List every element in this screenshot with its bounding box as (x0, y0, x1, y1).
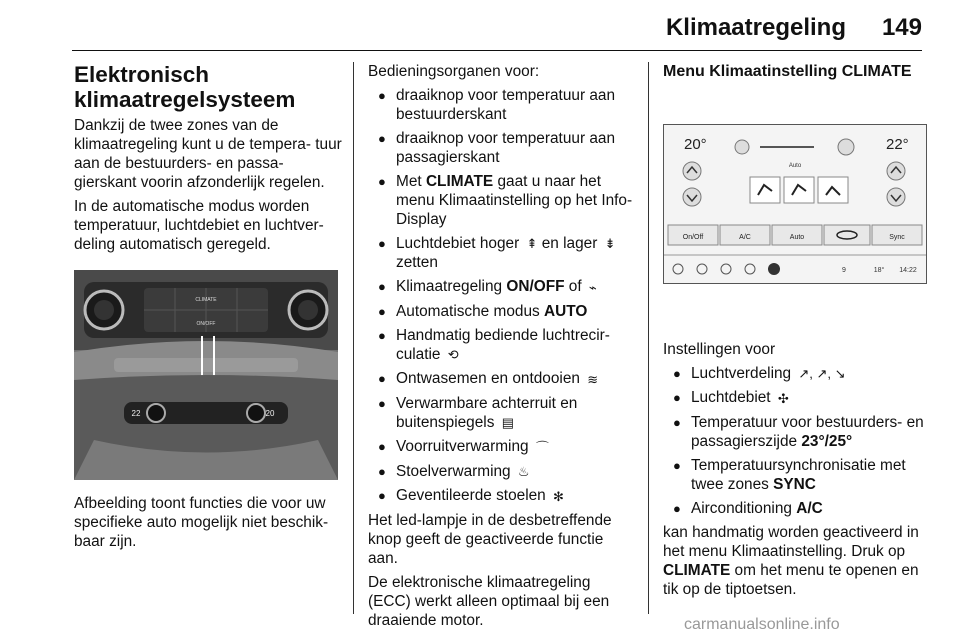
recirculation-icon: ⟲ (447, 347, 459, 363)
fan-down-icon: ⇟ (604, 236, 616, 252)
list-item: ● Verwarmbare achterruit en buitenspiegels ▤ (368, 394, 634, 432)
list-item: ● Klimaatregeling ON/OFF of ⌁ (368, 277, 634, 296)
column-divider-1 (353, 62, 354, 614)
list-item: ● Stoelverwarming ♨ (368, 462, 634, 481)
header-rule (72, 50, 922, 51)
page-header (72, 14, 922, 48)
list-item: ● Voorruitverwarming ⌒ (368, 437, 634, 456)
paragraph: Het led-lampje in de desbetreffende knop geeft de geactiveerde functie aan. (368, 511, 612, 567)
right-temp-label: 20 (265, 409, 275, 418)
screen-right-temp: 22° (886, 136, 909, 153)
paragraph: Instellingen voor (663, 341, 776, 358)
seat-ventilation-icon: ✻ (553, 488, 564, 504)
controls-list (368, 86, 634, 506)
watermark: carmanualsonline.info (684, 616, 840, 633)
control-panel-photo (74, 270, 338, 480)
screen-status-temp: 18° (873, 267, 885, 274)
paragraph: kan handmatig worden geactiveerd in het menu Klimaatinstelling. Druk op CLIMATE om het menu te openen en tik op de tiptoetsen. (663, 523, 919, 598)
list-item: ● draaiknop voor temperatuur aan bestuurderskant (368, 86, 634, 124)
column-1 (74, 62, 344, 556)
list-item: ● Handmatig bediende luchtrecir- culatie ⟲ (368, 326, 634, 364)
paragraph: In de automatische modus worden temperatuur, luchtdebiet en luchtver- deling automatisch geregeld. (74, 198, 324, 253)
screen-auto-button: Auto (789, 234, 805, 241)
screen-sync-button: Sync (889, 234, 905, 241)
column-2 (368, 62, 634, 635)
left-temp-label: 22 (131, 409, 141, 418)
screen-onoff-button: On/Off (682, 234, 704, 241)
onoff-button-label: ON/OFF (196, 321, 216, 327)
column-3 (663, 62, 931, 604)
page-number: 149 (881, 14, 922, 41)
list-item: ● Temperatuursynchronisatie met twee zones SYNC (663, 456, 931, 494)
screen-ac-button: A/C (739, 234, 751, 241)
rear-defrost-icon: ▤ (501, 415, 514, 431)
climate-button-label: CLIMATE (195, 297, 217, 303)
control-panel-illustration (74, 270, 338, 480)
screen-auto-label: Auto (788, 163, 802, 169)
list-item: ● Luchtverdeling ↗, ↗, ↘ (663, 364, 931, 383)
section-heading: Menu Klimaatinstelling CLIMATE (663, 63, 912, 80)
seat-heating-icon: ♨ (517, 464, 530, 480)
page-title: Klimaatregeling (665, 14, 846, 41)
defrost-icon: ≋ (587, 371, 599, 387)
list-item: ● Luchtdebiet ✣ (663, 388, 931, 407)
list-item: ● Temperatuur voor bestuurders- en passagierszijde 23°/25° (663, 413, 931, 451)
fan-off-icon: ⌁ (588, 279, 597, 295)
list-item: ● draaiknop voor temperatuur aan passagierskant (368, 129, 634, 167)
column-divider-2 (648, 62, 649, 614)
list-item: ● Automatische modus AUTO (368, 302, 634, 321)
section-heading: Elektronisch klimaatregelsysteem (74, 62, 296, 112)
list-item: ● Geventileerde stoelen ✻ (368, 486, 634, 505)
figure-caption: Afbeelding toont functies die voor uw specifieke auto mogelijk niet beschik- baar zijn. (74, 495, 329, 550)
fan-up-icon: ⇞ (526, 236, 538, 252)
list-item: ● Luchtdebiet hoger ⇞ en lager ⇟ zetten (368, 234, 634, 272)
settings-list (663, 364, 931, 518)
climate-menu-screenshot (663, 124, 927, 284)
windscreen-heating-icon: ⌒ (535, 439, 549, 455)
air-distribution-icon: ↗, ↗, ↘ (798, 366, 846, 382)
screen-left-temp: 20° (684, 136, 707, 153)
screen-status-time: 14:22 (899, 267, 917, 274)
climate-menu-illustration (664, 125, 926, 283)
list-item: ● Ontwasemen en ontdooien ≋ (368, 369, 634, 388)
screen-status-num: 9 (842, 267, 846, 274)
paragraph: Bedieningsorganen voor: (368, 63, 540, 80)
paragraph: De elektronische klimaatregeling (ECC) werkt alleen optimaal bij een draaiende motor. (368, 573, 610, 629)
list-item: ● Airconditioning A/C (663, 499, 931, 518)
paragraph: Dankzij de twee zones van de klimaatregeling kunt u de tempera- tuur aan de bestuurders- en passa- gierskant voorin afzonderlijk regelen. (74, 117, 342, 191)
fan-icon: ✣ (777, 390, 789, 406)
list-item: ● Met CLIMATE gaat u naar het menu Klimaatinstelling op het Info-Display (368, 172, 634, 229)
